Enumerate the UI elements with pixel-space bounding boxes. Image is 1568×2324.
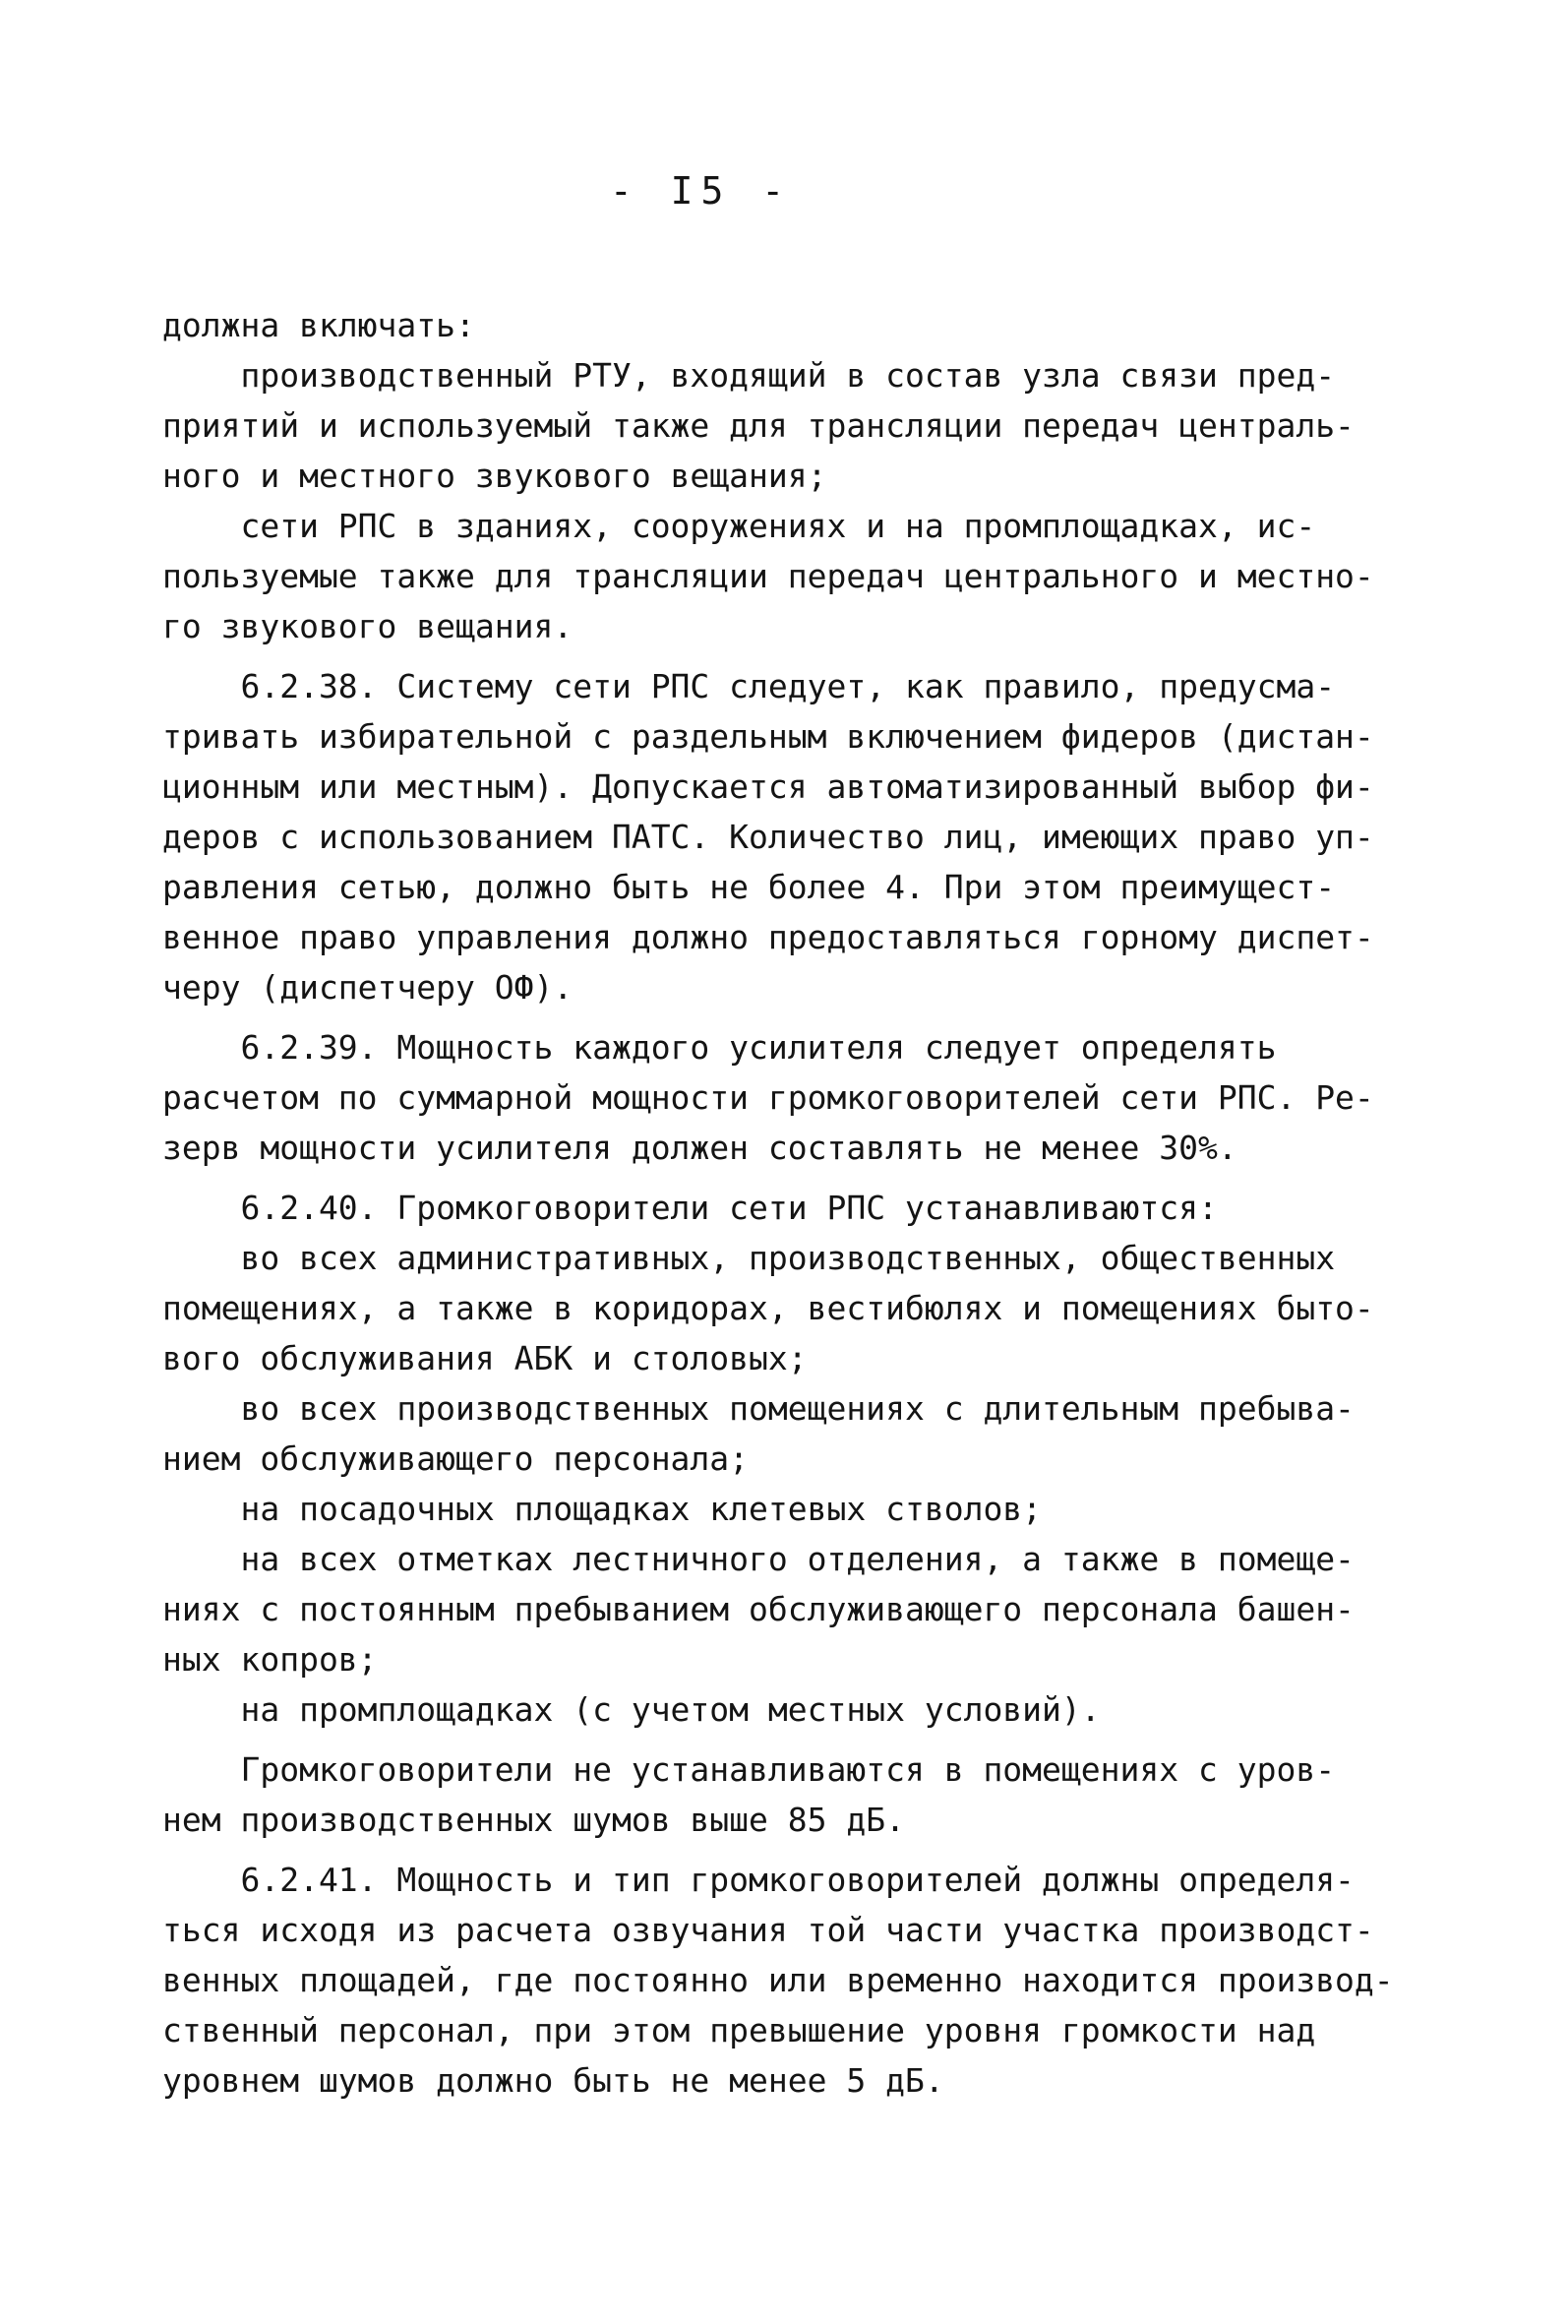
text-line: ных копров; — [162, 1640, 378, 1679]
text-line: производственный РТУ, входящий в состав узла связи пред- — [162, 356, 1336, 395]
text-line: тривать избирательной с раздельным включением фидеров (дистан- — [162, 717, 1374, 756]
text-line: приятий и используемый также для трансляции передач централь- — [162, 406, 1355, 445]
text-line: зерв мощности усилителя должен составлять не менее 30%. — [162, 1129, 1237, 1167]
paragraph-gap — [162, 1735, 1421, 1744]
text-line: помещениях, а также в коридорах, вестибюлях и помещениях быто- — [162, 1289, 1374, 1327]
text-line: деров с использованием ПАТС. Количество лиц, имеющих право уп- — [162, 818, 1374, 856]
text-line: нем производственных шумов выше 85 дБ. — [162, 1801, 905, 1839]
text-line: на всех отметках лестничного отделения, а также в помеще- — [162, 1540, 1355, 1578]
text-line: венное право управления должно предоставляться горному диспет- — [162, 918, 1374, 956]
paragraph-gap — [162, 1173, 1421, 1183]
text-line: пользуемые также для трансляции передач центрального и местно- — [162, 557, 1374, 595]
text-line: во всех производственных помещениях с длительным пребыва- — [162, 1389, 1355, 1428]
text-line: на посадочных площадках клетевых стволов; — [162, 1490, 1043, 1528]
text-line: расчетом по суммарной мощности громкоговорителей сети РПС. Ре- — [162, 1078, 1374, 1117]
text-line: 6.2.39. Мощность каждого усилителя следует определять — [162, 1028, 1277, 1067]
text-line: ционным или местным). Допускается автоматизированный выбор фи- — [162, 767, 1374, 806]
paragraph-gap — [162, 1845, 1421, 1855]
page-number: - I5 - — [609, 169, 793, 213]
text-line: 6.2.40. Громкоговорители сети РПС устанавливаются: — [162, 1189, 1218, 1227]
text-line: во всех административных, производственных, общественных — [162, 1239, 1336, 1277]
text-line: сети РПС в зданиях, сооружениях и на промплощадках, ис- — [162, 507, 1316, 545]
text-line: вого обслуживания АБК и столовых; — [162, 1339, 808, 1377]
text-line: ниях с постоянным пребыванием обслуживающего персонала башен- — [162, 1590, 1355, 1628]
text-line: го звукового вещания. — [162, 607, 573, 645]
text-line: 6.2.38. Систему сети РПС следует, как правило, предусма- — [162, 667, 1336, 705]
text-line: ться исходя из расчета озвучания той части участка производст- — [162, 1911, 1374, 1949]
text-line: равления сетью, должно быть не более 4. При этом преимущест- — [162, 868, 1336, 906]
paragraph-gap — [162, 1012, 1421, 1022]
text-line: уровнем шумов должно быть не менее 5 дБ. — [162, 2061, 944, 2100]
text-line: на промплощадках (с учетом местных условий). — [162, 1690, 1101, 1729]
text-line: ного и местного звукового вещания; — [162, 457, 827, 495]
text-line: нием обслуживающего персонала; — [162, 1439, 750, 1478]
text-line: черу (диспетчеру ОФ). — [162, 968, 573, 1007]
text-line: ственный персонал, при этом превышение уровня громкости над — [162, 2011, 1316, 2049]
text-line: венных площадей, где постоянно или временно находится производ- — [162, 1961, 1394, 1999]
text-line: 6.2.41. Мощность и тип громкоговорителей должны определя- — [162, 1861, 1355, 1899]
paragraph-gap — [162, 651, 1421, 661]
body-text — [162, 300, 1421, 2106]
text-line: должна включать: — [162, 306, 475, 344]
text-line: Громкоговорители не устанавливаются в помещениях с уров- — [162, 1750, 1336, 1789]
